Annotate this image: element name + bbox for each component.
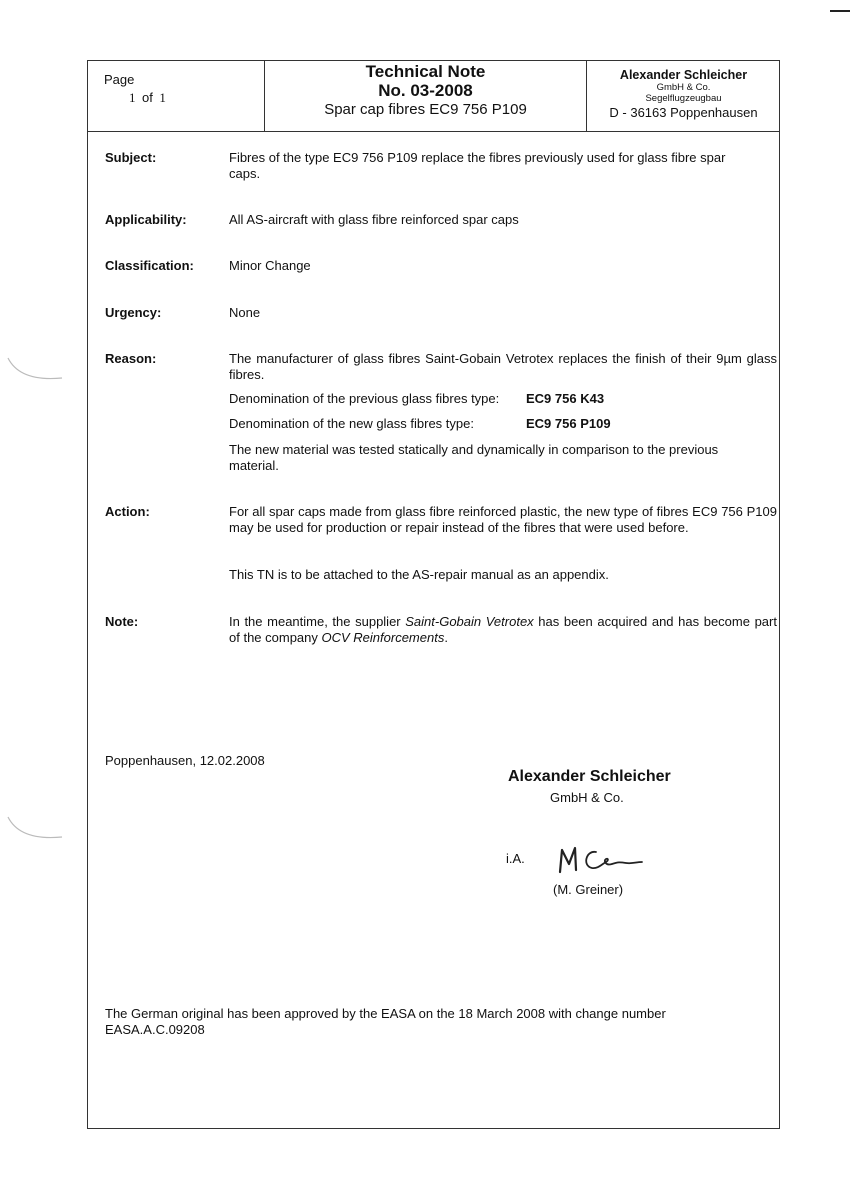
- signature-company-form: GmbH & Co.: [550, 790, 624, 805]
- denomination-new-label: Denomination of the new glass fibres type:: [229, 416, 474, 431]
- denomination-new-value: EC9 756 P109: [526, 416, 611, 431]
- action-label: Action:: [105, 504, 150, 519]
- applicability-label: Applicability:: [105, 212, 187, 227]
- company-cell: [587, 60, 780, 131]
- note-supplier: Saint-Gobain Vetrotex: [405, 614, 534, 629]
- punch-hole-mark: [0, 815, 70, 845]
- action-appendix: This TN is to be attached to the AS-repair manual as an appendix.: [229, 567, 609, 582]
- scan-mark: [830, 10, 850, 12]
- company-business: Segelflugzeugbau: [645, 93, 722, 104]
- page-number: [129, 90, 166, 106]
- title-cell: [265, 60, 587, 131]
- reason-text: The manufacturer of glass fibres Saint-Gobain Vetrotex replaces the finish of their 9µm glass fibres.: [229, 351, 777, 382]
- subject-label: Subject:: [105, 150, 157, 165]
- document-header: [87, 60, 780, 132]
- urgency-text: None: [229, 305, 261, 320]
- easa-approval-note: The German original has been approved by the EASA on the 18 March 2008 with change number EASA.A.C.09208: [105, 1006, 666, 1037]
- punch-hole-mark: [0, 356, 70, 386]
- page-current: 1: [129, 90, 136, 105]
- note-text-middle: has been acquired and has become part of the company: [229, 614, 777, 645]
- note-text: [229, 614, 777, 646]
- reason-label: Reason:: [105, 351, 157, 366]
- denomination-previous: [229, 391, 777, 407]
- handwritten-signature: [556, 840, 646, 880]
- denomination-new: [229, 416, 777, 432]
- action-text: For all spar caps made from glass fibre reinforced plastic, the new type of fibres EC9 756 P109 may be used for production or repair instead of the fibres that were used before.: [229, 504, 777, 535]
- page-total: 1: [159, 90, 166, 105]
- note-text-end: .: [444, 630, 448, 645]
- signature-ia: i.A.: [506, 851, 525, 866]
- page-info-cell: [87, 60, 265, 131]
- classification-label: Classification:: [105, 258, 194, 273]
- signature-company: Alexander Schleicher: [508, 768, 671, 785]
- denomination-previous-label: Denomination of the previous glass fibres type:: [229, 391, 500, 406]
- subject-text: Fibres of the type EC9 756 P109 replace the fibres previously used for glass fibre spar caps.: [229, 150, 726, 181]
- company-address: D - 36163 Poppenhausen: [609, 105, 758, 120]
- note-text-before: In the meantime, the supplier: [229, 614, 406, 629]
- page-of: of: [142, 90, 153, 105]
- classification-text: Minor Change: [229, 258, 311, 273]
- document-title: Technical Note: [365, 62, 486, 81]
- denomination-previous-value: EC9 756 K43: [526, 391, 605, 406]
- document-number: No. 03-2008: [378, 81, 473, 100]
- company-form: GmbH & Co.: [656, 82, 711, 93]
- reason-tested: The new material was tested statically and dynamically in comparison to the previous material.: [229, 442, 719, 473]
- applicability-text: All AS-aircraft with glass fibre reinforced spar caps: [229, 212, 519, 227]
- document-subtitle: Spar cap fibres EC9 756 P109: [324, 101, 527, 118]
- note-label: Note:: [105, 614, 139, 629]
- note-company: OCV Reinforcements: [321, 630, 445, 645]
- place-date: Poppenhausen, 12.02.2008: [105, 753, 265, 768]
- urgency-label: Urgency:: [105, 305, 162, 320]
- page-label: Page: [104, 72, 135, 87]
- signatory-name: (M. Greiner): [553, 882, 624, 897]
- company-name: Alexander Schleicher: [619, 68, 748, 82]
